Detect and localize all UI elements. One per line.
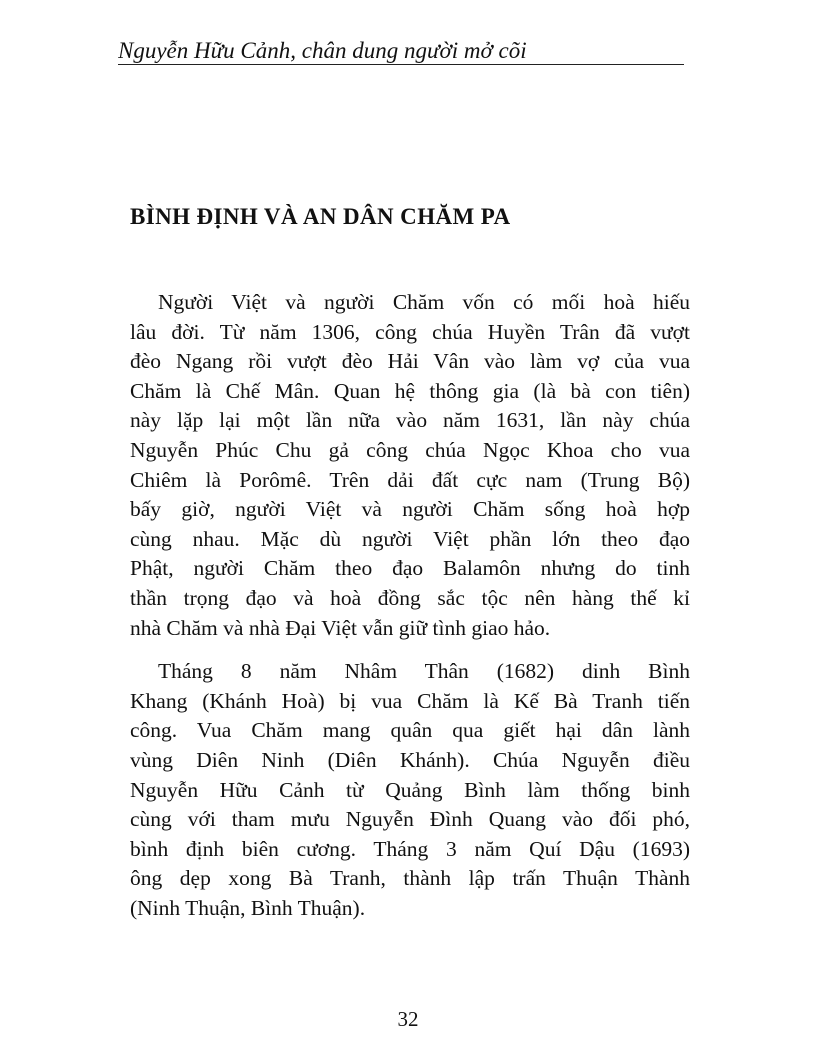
paragraph-line: (Ninh Thuận, Bình Thuận). bbox=[130, 895, 366, 920]
paragraph-line: vùng Diên Ninh (Diên Khánh). Chúa Nguyễn điều bbox=[130, 747, 690, 772]
paragraph-2 bbox=[130, 657, 690, 923]
paragraph-line: Khang (Khánh Hoà) bị vua Chăm là Kế Bà Tranh tiến bbox=[130, 688, 690, 713]
chapter-title: BÌNH ĐỊNH VÀ AN DÂN CHĂM PA bbox=[130, 204, 511, 229]
body-text bbox=[130, 288, 690, 937]
paragraph-line: đèo Ngang rồi vượt đèo Hải Vân vào làm vợ của vua bbox=[130, 349, 690, 374]
paragraph-line: này lặp lại một lần nữa vào năm 1631, lần này chúa bbox=[130, 408, 690, 433]
paragraph-line: bình định biên cương. Tháng 3 năm Quí Dậu (1693) bbox=[130, 836, 690, 861]
running-header: Nguyễn Hữu Cảnh, chân dung người mở cõi bbox=[118, 38, 527, 63]
paragraph-line: Nguyễn Hữu Cảnh từ Quảng Bình làm thống binh bbox=[130, 777, 690, 802]
paragraph-line: Chăm là Chế Mân. Quan hệ thông gia (là bà con tiên) bbox=[130, 378, 690, 403]
paragraph-line: nhà Chăm và nhà Đại Việt vẫn giữ tình giao hảo. bbox=[130, 615, 551, 640]
paragraph-line: cùng nhau. Mặc dù người Việt phần lớn theo đạo bbox=[130, 526, 690, 551]
paragraph-line: Nguyễn Phúc Chu gả công chúa Ngọc Khoa cho vua bbox=[130, 437, 690, 462]
paragraph-line: công. Vua Chăm mang quân qua giết hại dân lành bbox=[130, 718, 690, 743]
paragraph-line: ông dẹp xong Bà Tranh, thành lập trấn Thuận Thành bbox=[130, 866, 690, 891]
paragraph-line: Phật, người Chăm theo đạo Balamôn nhưng do tinh bbox=[130, 556, 690, 581]
paragraph-line: thần trọng đạo và hoà đồng sắc tộc nên hàng thế kỉ bbox=[130, 585, 690, 610]
paragraph-line: Tháng 8 năm Nhâm Thân (1682) dinh Bình bbox=[158, 659, 690, 684]
header-rule bbox=[118, 64, 684, 65]
paragraph-line: Người Việt và người Chăm vốn có mối hoà hiếu bbox=[158, 290, 690, 314]
paragraph-line: cùng với tham mưu Nguyễn Đình Quang vào đối phó, bbox=[130, 807, 690, 832]
paragraph-line: lâu đời. Từ năm 1306, công chúa Huyền Trân đã vượt bbox=[130, 319, 690, 344]
paragraph-1 bbox=[130, 288, 690, 643]
paragraph-line: Chiêm là Porômê. Trên dải đất cực nam (Trung Bộ) bbox=[130, 467, 690, 492]
paragraph-line: bấy giờ, người Việt và người Chăm sống hoà hợp bbox=[130, 497, 690, 522]
page-number: 32 bbox=[397, 1007, 419, 1031]
